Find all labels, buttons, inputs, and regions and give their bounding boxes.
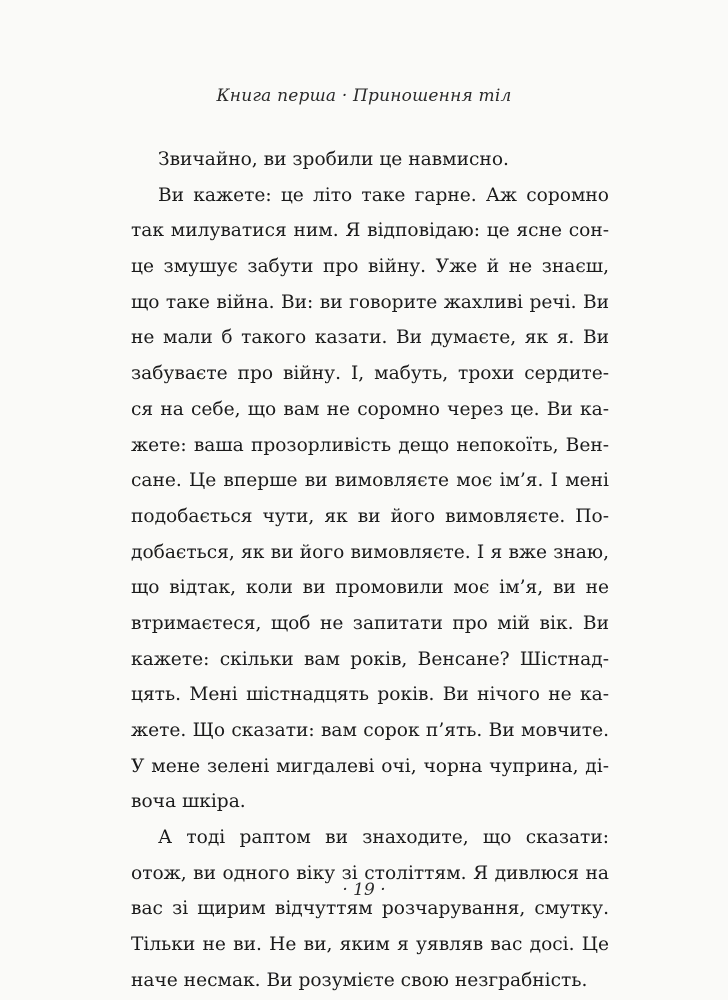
text-line: вас зі щирим відчуттям розчарування, смутку. [131,898,609,920]
text-line: добається, як ви його вимовляєте. І я вже знаю, [131,541,609,563]
text-line: не мали б такого казати. Ви думаєте, як я. Ви [131,327,609,349]
body-text [131,142,609,999]
text-line: забуваєте про війну. І, мабуть, трохи сердите- [131,363,609,385]
running-head: Книга перша · Приношення тіл [216,86,512,106]
text-line: Звичайно, ви зробили це навмисно. [158,149,509,170]
text-line: воча шкіра. [131,791,246,813]
text-line: наче несмак. Ви розумієте свою незграбність. [131,969,588,991]
text-line: що відтак, коли ви промовили моє ім’я, ви не [131,577,609,599]
text-line: У мене зелені мигдалеві очі, чорна чуприна, ді- [131,755,609,777]
page-number: · 19 · [342,880,386,900]
text-line: жете: ваша прозорливість дещо непокоїть, Вен- [131,434,609,456]
text-line: подобається чути, як ви його вимовляєте. По- [131,505,609,527]
text-line: що таке війна. Ви: ви говорите жахливі речі. Ви [131,291,609,313]
text-line: сане. Це вперше ви вимовляєте моє ім’я. І мені [131,470,609,492]
text-line: жете. Що сказати: вам сорок п’ять. Ви мовчите. [131,720,609,741]
text-line: Ви кажете: це літо таке гарне. Аж соромно [158,184,609,206]
text-line: кажете: скільки вам років, Венсане? Шістнад- [131,648,609,670]
text-line: це змушує забути про війну. Уже й не знаєш, [131,256,609,278]
text-line: втримаєтеся, щоб не запитати про мій вік. Ви [131,612,609,634]
text-line: Тільки не ви. Не ви, яким я уявляв вас досі. Це [131,934,609,956]
text-line: А тоді раптом ви знаходите, що сказати: [158,827,609,849]
text-line: так милуватися ним. Я відповідаю: це ясне сон- [131,220,609,242]
text-line: цять. Мені шістнадцять років. Ви нічого не ка- [131,684,609,706]
text-line: отож, ви одного віку зі століттям. Я дивлюся на [131,862,609,884]
text-line: ся на себе, що вам не соромно через це. Ви ка- [131,398,609,420]
